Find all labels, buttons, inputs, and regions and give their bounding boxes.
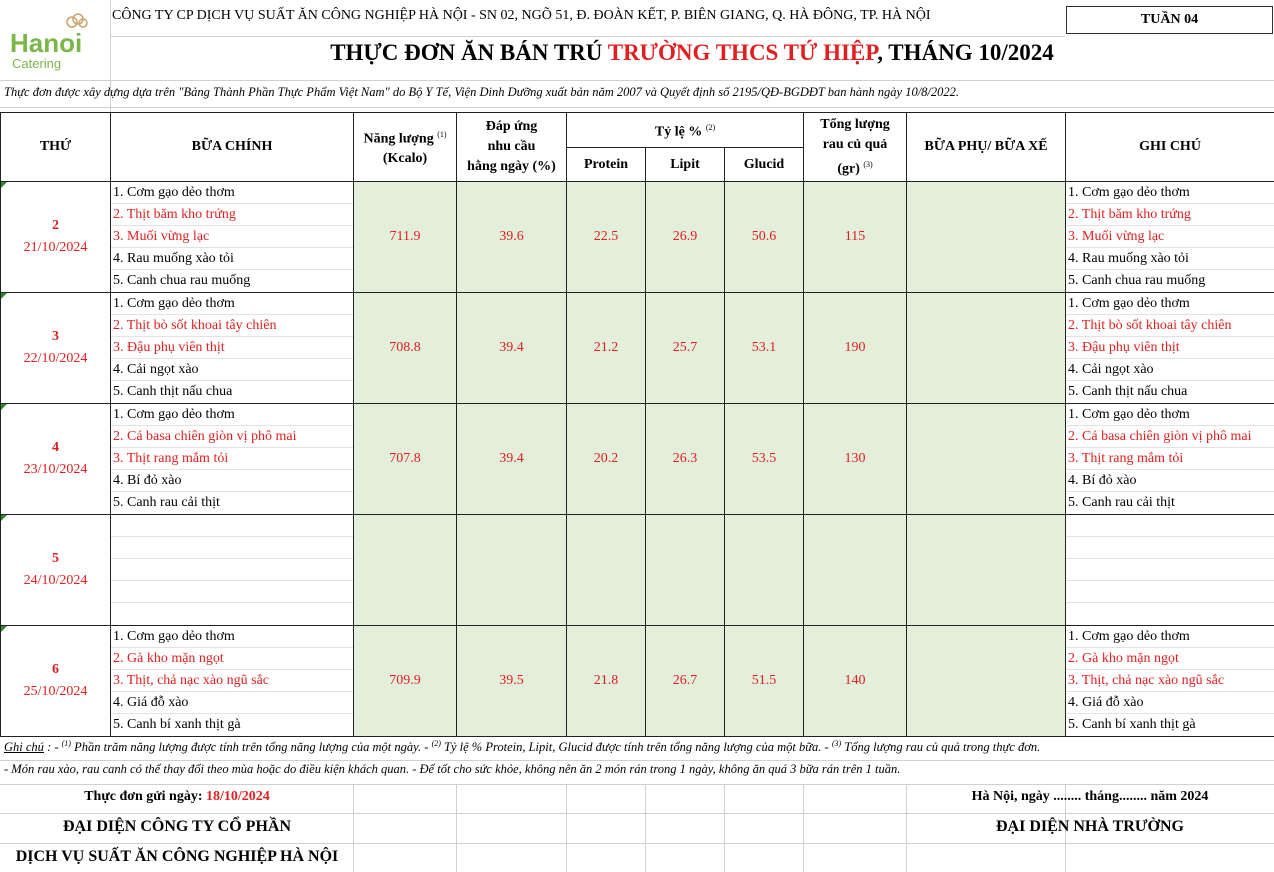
col-notes: GHI CHÚ	[1066, 113, 1274, 182]
comment-marker-icon	[1, 515, 7, 521]
footnote-2: - Món rau xào, rau canh có thể thay đổi theo mùa hoặc do điều kiện khách quan. - Để tốt cho sức khỏe, không nên ăn 2 món rán trong 1 ngày, không ăn quá 3 bữa rán trên 1 tuần.	[4, 762, 901, 776]
note-item: 4. Rau muống xào tỏi	[1066, 248, 1274, 270]
col-day: THỨ	[1, 113, 111, 182]
lipit-value: 25.7	[646, 293, 725, 404]
note-item: 4. Cải ngọt xào	[1066, 359, 1274, 381]
glucid-value: 50.6	[725, 182, 804, 293]
note-item	[1066, 581, 1274, 603]
dish-item: 4. Bí đỏ xào	[111, 470, 353, 492]
note-item: 2. Gà kho mặn ngọt	[1066, 648, 1274, 670]
company-address: CÔNG TY CP DỊCH VỤ SUẤT ĂN CÔNG NGHIỆP HÀ NỘI - SN 02, NGÕ 51, Đ. ĐOÀN KẾT, P. BIÊN GIANG, Q. HÀ ĐÔNG, TP. HÀ NỘI	[112, 8, 931, 23]
col-vegetables: Tổng lượng rau củ quả (gr) $^{(3)}$	[804, 113, 907, 182]
side-meal-cell	[907, 182, 1066, 293]
daily-need-value	[457, 515, 567, 626]
protein-value: 20.2	[567, 404, 646, 515]
protein-value	[567, 515, 646, 626]
energy-value: 711.9	[354, 182, 457, 293]
col-main-meal: BỮA CHÍNH	[111, 113, 354, 182]
dish-item: 1. Cơm gạo dẻo thơm	[111, 182, 353, 204]
dish-item: 4. Rau muống xào tỏi	[111, 248, 353, 270]
intro-text: Thực đơn được xây dựng dựa trên "Bảng Thành Phần Thực Phẩm Việt Nam" do Bộ Y Tế, Viện Dinh Dưỡng xuất bản năm 2007 và Quyết định số 2195/QĐ-BGDĐT ban hành ngày 10/8/2022.	[4, 85, 960, 99]
protein-value: 21.8	[567, 626, 646, 737]
lipit-value	[646, 515, 725, 626]
note-item: 5. Canh thịt nấu chua	[1068, 384, 1188, 399]
dish-item	[111, 537, 353, 559]
day-number: 2	[52, 218, 59, 233]
note-item: 1. Cơm gạo dẻo thơm	[1066, 626, 1274, 648]
main-meal-cell	[111, 515, 354, 626]
glucid-value: 53.5	[725, 404, 804, 515]
col-side-meal: BỮA PHỤ/ BỮA XẾ	[907, 113, 1066, 182]
dish-item: 5. Canh rau cải thịt	[113, 495, 220, 510]
dish-item: 3. Thịt, chả nạc xào ngũ sắc	[111, 670, 353, 692]
dish-item: 2. Cá basa chiên giòn vị phô mai	[111, 426, 353, 448]
daily-need-value: 39.5	[457, 626, 567, 737]
vegetable-value: 115	[804, 182, 907, 293]
note-item: 1. Cơm gạo dẻo thơm	[1066, 182, 1274, 204]
school-name: TRƯỜNG THCS TỨ HIỆP	[607, 40, 878, 65]
vegetable-value	[804, 515, 907, 626]
day-number: 5	[52, 551, 59, 566]
dish-item: 1. Cơm gạo dẻo thơm	[111, 404, 353, 426]
note-item	[1066, 537, 1274, 559]
dish-item: 4. Giá đỗ xào	[111, 692, 353, 714]
logo-text-hanoi: Hanoi	[10, 28, 83, 58]
comment-marker-icon	[1, 626, 7, 632]
main-meal-cell	[111, 404, 354, 515]
glucid-value: 53.1	[725, 293, 804, 404]
note-item: 3. Thịt, chả nạc xào ngũ sắc	[1066, 670, 1274, 692]
day-date: 21/10/2024	[23, 240, 88, 255]
sent-date: Thực đơn gửi ngày: 18/10/2024	[84, 789, 270, 804]
note-item: 1. Cơm gạo dẻo thơm	[1066, 293, 1274, 315]
col-lipit: Lipit	[646, 148, 725, 182]
day-row	[1, 293, 1274, 404]
dish-item	[111, 515, 353, 537]
dish-item: 2. Thịt bò sốt khoai tây chiên	[111, 315, 353, 337]
week-label: TUẦN 04	[1066, 6, 1273, 34]
vegetable-value: 130	[804, 404, 907, 515]
company-representative-line2: DỊCH VỤ SUẤT ĂN CÔNG NGHIỆP HÀ NỘI	[15, 848, 339, 865]
school-representative: ĐẠI DIỆN NHÀ TRƯỜNG	[995, 818, 1184, 835]
notes-cell	[1066, 182, 1274, 293]
note-item: 3. Đậu phụ viên thịt	[1066, 337, 1274, 359]
day-cell	[1, 626, 111, 737]
notes-cell	[1066, 293, 1274, 404]
dish-item	[111, 559, 353, 581]
dish-item: 4. Cải ngọt xào	[111, 359, 353, 381]
main-meal-cell	[111, 182, 354, 293]
col-glucid: Glucid	[725, 148, 804, 182]
chef-hat-icon	[67, 14, 87, 27]
page-title: THỰC ĐƠN ĂN BÁN TRÚ TRƯỜNG THCS TỨ HIỆP, THÁNG 10/2024	[330, 40, 1054, 65]
dish-item: 3. Thịt rang mắm tỏi	[111, 448, 353, 470]
dish-item	[111, 581, 353, 603]
note-item: 3. Thịt rang mắm tỏi	[1066, 448, 1274, 470]
day-number: 6	[52, 662, 59, 677]
place-date: Hà Nội, ngày ........ tháng........ năm 2024	[971, 789, 1209, 804]
menu-table	[0, 112, 1274, 737]
daily-need-value: 39.4	[457, 404, 567, 515]
energy-value: 708.8	[354, 293, 457, 404]
dish-item	[111, 603, 353, 625]
col-daily-need: Đáp ứng nhu cầu hằng ngày (%)	[457, 113, 567, 182]
vegetable-value: 190	[804, 293, 907, 404]
logo-text-catering: Catering	[12, 56, 62, 71]
lipit-value: 26.9	[646, 182, 725, 293]
main-meal-cell	[111, 293, 354, 404]
energy-value: 707.8	[354, 404, 457, 515]
note-item: 3. Muối vừng lạc	[1066, 226, 1274, 248]
company-logo	[0, 0, 110, 80]
day-date: 25/10/2024	[23, 684, 88, 699]
day-cell	[1, 293, 111, 404]
note-item: 4. Bí đỏ xào	[1066, 470, 1274, 492]
notes-cell	[1066, 404, 1274, 515]
day-date: 24/10/2024	[23, 573, 88, 588]
lipit-value: 26.3	[646, 404, 725, 515]
day-date: 23/10/2024	[23, 462, 88, 477]
comment-marker-icon	[1, 404, 7, 410]
col-protein: Protein	[567, 148, 646, 182]
note-item: 2. Thịt bò sốt khoai tây chiên	[1066, 315, 1274, 337]
day-cell	[1, 404, 111, 515]
day-number: 3	[52, 329, 59, 344]
day-row	[1, 626, 1274, 737]
side-meal-cell	[907, 293, 1066, 404]
col-ratio: Tỷ lệ % $^{(2)}$	[567, 113, 804, 148]
protein-value: 21.2	[567, 293, 646, 404]
day-number: 4	[52, 440, 59, 455]
day-date: 22/10/2024	[23, 351, 88, 366]
dish-item: 1. Cơm gạo dẻo thơm	[111, 293, 353, 315]
glucid-value	[725, 515, 804, 626]
vegetable-value: 140	[804, 626, 907, 737]
day-cell	[1, 182, 111, 293]
day-row	[1, 182, 1274, 293]
note-item: 1. Cơm gạo dẻo thơm	[1066, 404, 1274, 426]
side-meal-cell	[907, 626, 1066, 737]
dish-item: 5. Canh thịt nấu chua	[113, 384, 233, 399]
company-representative: ĐẠI DIỆN CÔNG TY CỔ PHẦN	[62, 818, 291, 835]
lipit-value: 26.7	[646, 626, 725, 737]
col-energy: Năng lượng $^{(1)}$ (Kcalo)	[354, 113, 457, 182]
note-item: 5. Canh rau cải thịt	[1068, 495, 1175, 510]
dish-item: 5. Canh bí xanh thịt gà	[113, 717, 241, 732]
daily-need-value: 39.6	[457, 182, 567, 293]
side-meal-cell	[907, 515, 1066, 626]
note-item	[1066, 603, 1274, 625]
comment-marker-icon	[1, 182, 7, 188]
note-item: 5. Canh bí xanh thịt gà	[1068, 717, 1196, 732]
note-item: 5. Canh chua rau muống	[1068, 273, 1206, 288]
dish-item: 3. Đậu phụ viên thịt	[111, 337, 353, 359]
note-item	[1066, 515, 1274, 537]
day-cell	[1, 515, 111, 626]
notes-cell	[1066, 626, 1274, 737]
note-item	[1066, 559, 1274, 581]
dish-item: 1. Cơm gạo dẻo thơm	[111, 626, 353, 648]
main-meal-cell	[111, 626, 354, 737]
day-row	[1, 515, 1274, 626]
glucid-value: 51.5	[725, 626, 804, 737]
note-item: 4. Giá đỗ xào	[1066, 692, 1274, 714]
daily-need-value: 39.4	[457, 293, 567, 404]
footnote-1: Ghi chú : - $^{(1)}$ Phần trăm năng lượng được tính trên tổng năng lượng của một ngày. - $^{(2)}$ Tỷ lệ % Protein, Lipit, Glucid được tính trên tổng năng lượng của một bữa. - $^{(3)}$ Tổng lượng rau củ quả trong thực đơn.	[4, 739, 1041, 755]
side-meal-cell	[907, 404, 1066, 515]
dish-item: 2. Thịt băm kho trứng	[111, 204, 353, 226]
protein-value: 22.5	[567, 182, 646, 293]
energy-value	[354, 515, 457, 626]
dish-item: 2. Gà kho mặn ngọt	[111, 648, 353, 670]
dish-item: 5. Canh chua rau muống	[113, 273, 251, 288]
comment-marker-icon	[1, 293, 7, 299]
note-item: 2. Cá basa chiên giòn vị phô mai	[1066, 426, 1274, 448]
notes-cell	[1066, 515, 1274, 626]
day-row	[1, 404, 1274, 515]
dish-item: 3. Muối vừng lạc	[111, 226, 353, 248]
note-item: 2. Thịt băm kho trứng	[1066, 204, 1274, 226]
energy-value: 709.9	[354, 626, 457, 737]
